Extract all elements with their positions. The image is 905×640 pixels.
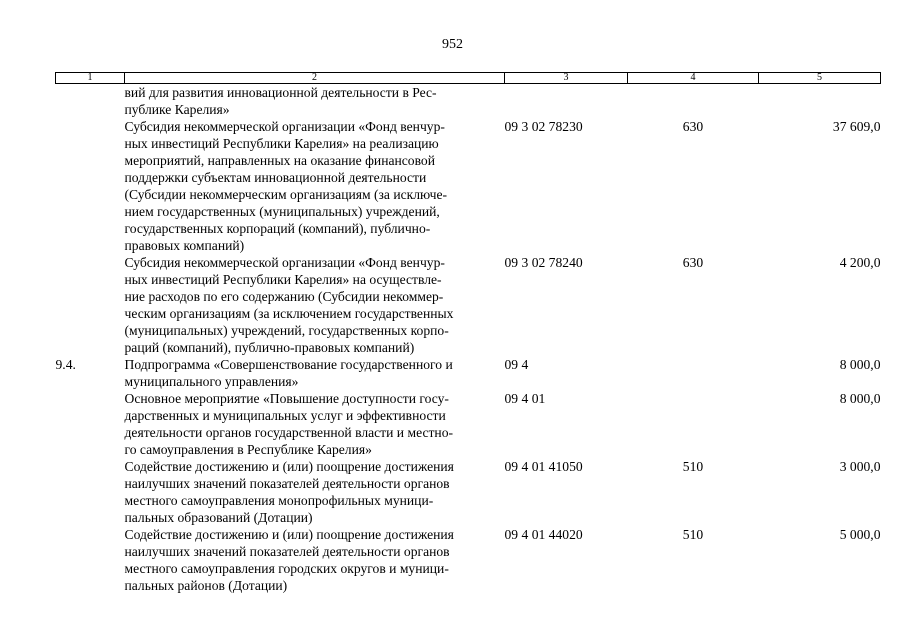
amount-value [759, 84, 881, 119]
row-name-line: Содействие достижению и (или) поощрение достижения [124, 527, 454, 542]
row-name [125, 390, 505, 458]
row-number: 9.4. [55, 357, 76, 372]
budget-code: 09 4 01 41050 [504, 459, 583, 474]
amount-value: 8 000,0 [839, 357, 881, 372]
row-name-line: Подпрограмма «Совершенствование государственного и [124, 357, 453, 372]
column-header-5: 5 [759, 73, 881, 84]
row-name-line: местного самоуправления монопрофильных муници- [124, 493, 434, 508]
row-name-line: (муниципальных) учреждений, государственных корпо- [124, 323, 449, 338]
row-name-line: мероприятий, направленных на оказание финансовой [124, 153, 435, 168]
amount-value: 4 200,0 [839, 255, 881, 270]
row-name-line: поддержки субъектам инновационной деятельности [124, 170, 427, 185]
budget-code: 09 4 [504, 357, 529, 372]
row-name [125, 84, 505, 119]
row-name-line: деятельности органов государственной власти и местно- [124, 425, 454, 440]
table-row [56, 356, 881, 390]
row-name-line: раций (компаний), публично-правовых компаний) [124, 340, 415, 355]
table-row [56, 458, 881, 526]
row-number [56, 458, 125, 526]
row-name-line: муниципального управления» [124, 374, 299, 389]
row-name-line: Субсидия некоммерческой организации «Фонд венчур- [124, 255, 445, 270]
row-name [125, 356, 505, 390]
row-name [125, 118, 505, 254]
budget-code [505, 84, 628, 119]
header-row [56, 73, 881, 84]
row-name-line: местного самоуправления городских округов и муници- [124, 561, 449, 576]
row-name-line: Содействие достижению и (или) поощрение достижения [124, 459, 454, 474]
row-name-line: дарственных и муниципальных услуг и эффективности [124, 408, 446, 423]
row-name [125, 458, 505, 526]
budget-code: 09 3 02 78230 [504, 119, 583, 134]
budget-code: 09 4 01 [504, 391, 546, 406]
amount-value: 3 000,0 [839, 459, 881, 474]
expense-type: 630 [682, 255, 704, 270]
row-number [56, 390, 125, 458]
row-name-line: (Субсидии некоммерческим организациям (за исключе- [124, 187, 448, 202]
row-name-line: наилучших значений показателей деятельности органов [124, 476, 450, 491]
budget-code: 09 4 01 44020 [504, 527, 583, 542]
table-row [56, 84, 881, 119]
row-name-line: ных инвестиций Республики Карелия» на осуществле- [124, 272, 442, 287]
page-number: 952 [442, 37, 463, 52]
amount-value: 5 000,0 [839, 527, 881, 542]
row-name-line: ние расходов по его содержанию (Субсидии некоммер- [124, 289, 444, 304]
column-header-4: 4 [628, 73, 759, 84]
row-name [125, 526, 505, 594]
column-header-2: 2 [125, 73, 505, 84]
budget-table [55, 72, 881, 594]
row-name-line: вий для развития инновационной деятельности в Рес- [124, 85, 437, 100]
row-name-line: нием государственных (муниципальных) учреждений, [124, 204, 440, 219]
table-header [56, 73, 881, 84]
table-body [56, 84, 881, 595]
table-row [56, 118, 881, 254]
row-number [56, 118, 125, 254]
row-name-line: ных инвестиций Республики Карелия» на реализацию [124, 136, 439, 151]
budget-code: 09 3 02 78240 [504, 255, 583, 270]
row-number [56, 254, 125, 356]
expense-type [628, 356, 759, 390]
row-number [56, 526, 125, 594]
expense-type: 510 [682, 527, 704, 542]
row-number [56, 84, 125, 119]
table-row [56, 526, 881, 594]
table-row [56, 254, 881, 356]
row-name-line: наилучших значений показателей деятельности органов [124, 544, 450, 559]
row-name-line: ческим организациям (за исключением государственных [124, 306, 454, 321]
column-header-3: 3 [505, 73, 628, 84]
expense-type [628, 390, 759, 458]
amount-value: 37 609,0 [832, 119, 881, 134]
column-header-1: 1 [56, 73, 125, 84]
row-name-line: государственных корпораций (компаний), публично- [124, 221, 431, 236]
row-name-line: публике Карелия» [124, 102, 230, 117]
expense-type: 510 [682, 459, 704, 474]
row-name-line: го самоуправления в Республике Карелия» [124, 442, 372, 457]
row-name-line: Основное мероприятие «Повышение доступности госу- [124, 391, 449, 406]
row-name-line: Субсидия некоммерческой организации «Фонд венчур- [124, 119, 445, 134]
amount-value: 8 000,0 [839, 391, 881, 406]
expense-type: 630 [682, 119, 704, 134]
row-name-line: пальных районов (Дотации) [124, 578, 288, 593]
row-name-line: правовых компаний) [124, 238, 245, 253]
table-row [56, 390, 881, 458]
expense-type [628, 84, 759, 119]
row-name-line: пальных образований (Дотации) [124, 510, 313, 525]
row-name [125, 254, 505, 356]
